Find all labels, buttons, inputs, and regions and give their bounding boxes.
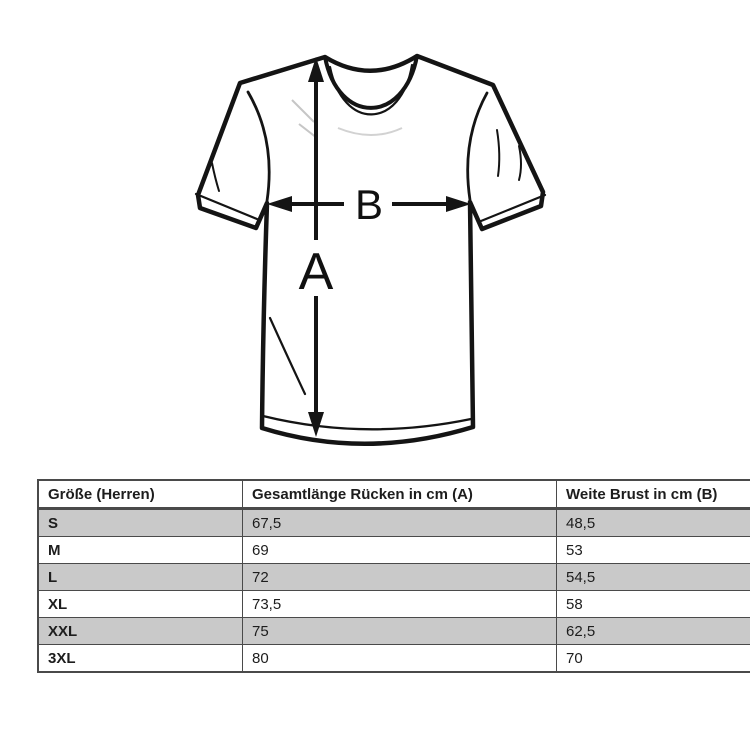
chest-cell: 54,5	[557, 564, 750, 591]
table-row-l	[38, 564, 750, 591]
column-header-back-length: Gesamtlänge Rücken in cm (A)	[243, 480, 557, 509]
size-cell: S	[38, 509, 243, 537]
chest-cell: 48,5	[557, 509, 750, 537]
length-cell: 80	[243, 645, 557, 673]
size-table-header	[38, 480, 750, 509]
column-header-size: Größe (Herren)	[38, 480, 243, 509]
chest-cell: 62,5	[557, 618, 750, 645]
table-row-s	[38, 509, 750, 537]
chest-cell: 53	[557, 537, 750, 564]
size-cell: 3XL	[38, 645, 243, 673]
chest-cell: 58	[557, 591, 750, 618]
table-row-xxl	[38, 618, 750, 645]
column-header-chest-width: Weite Brust in cm (B)	[557, 480, 750, 509]
dimension-label-b: B	[354, 181, 384, 228]
size-cell: L	[38, 564, 243, 591]
length-cell: 75	[243, 618, 557, 645]
dimension-label-a: A	[298, 243, 334, 301]
size-cell: XXL	[38, 618, 243, 645]
length-cell: 73,5	[243, 591, 557, 618]
length-cell: 69	[243, 537, 557, 564]
size-table	[37, 479, 750, 673]
size-table-body	[38, 509, 750, 673]
chest-cell: 70	[557, 645, 750, 673]
header-row	[38, 480, 750, 509]
table-row-xl	[38, 591, 750, 618]
length-cell: 67,5	[243, 509, 557, 537]
length-cell: 72	[243, 564, 557, 591]
size-cell: M	[38, 537, 243, 564]
table-row-m	[38, 537, 750, 564]
size-cell: XL	[38, 591, 243, 618]
table-row-3xl	[38, 645, 750, 673]
